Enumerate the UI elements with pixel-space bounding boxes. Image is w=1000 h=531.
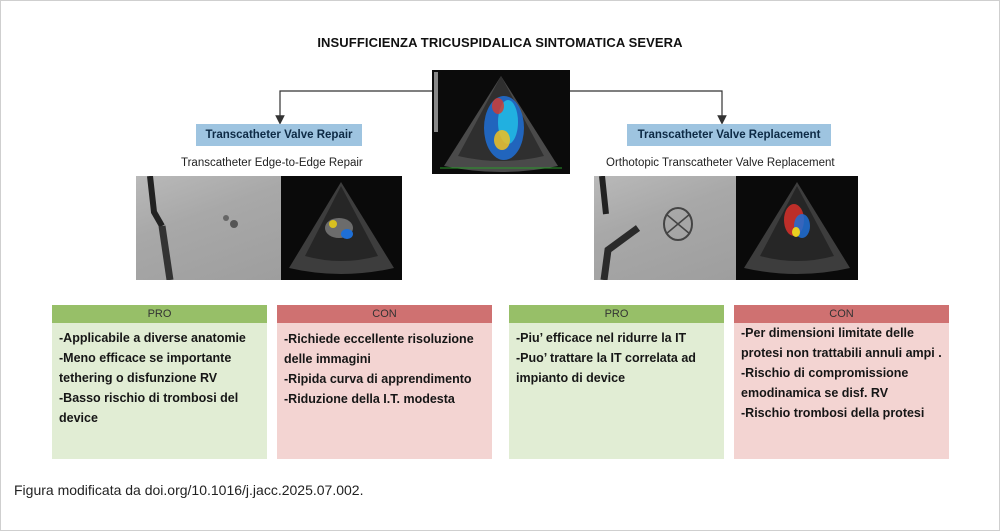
con-item: -Rischio trombosi della protesi: [741, 406, 925, 420]
con-item: -Rischio di compromissione emodinamica se disf. RV: [741, 366, 909, 400]
arrow-right: [570, 91, 722, 120]
con-item: -Ripida curva di apprendimento: [284, 372, 472, 386]
con-header-repair: CON: [277, 305, 492, 323]
con-list-replacement: [734, 323, 949, 459]
con-header-replacement: CON: [734, 305, 949, 323]
figure-caption: Figura modificata da doi.org/10.1016/j.jacc.2025.07.002.: [14, 482, 364, 498]
subtitle-orthotopic: Orthotopic Transcatheter Valve Replacement: [606, 157, 835, 169]
pro-item: -Basso rischio di trombosi del device: [59, 391, 239, 425]
echo-image-replacement: [736, 176, 858, 280]
con-item: -Per dimensioni limitate delle protesi non trattabili annuli ampi .: [741, 326, 942, 360]
pro-header-repair: PRO: [52, 305, 267, 323]
pro-list-replacement: [509, 323, 724, 459]
pro-item: -Applicabile a diverse anatomie: [59, 331, 246, 345]
subtitle-edge-to-edge: Transcatheter Edge-to-Edge Repair: [181, 157, 363, 169]
pro-list-repair: [52, 323, 267, 459]
arrow-left: [280, 91, 432, 120]
con-list-repair: [277, 323, 492, 459]
echo-image-repair: [281, 176, 402, 280]
pro-item: -Puo’ trattare la IT correlata ad impianto di device: [516, 351, 696, 385]
tag-valve-replacement: Transcatheter Valve Replacement: [627, 124, 831, 146]
con-item: -Richiede eccellente risoluzione delle immagini: [284, 332, 474, 366]
central-echo-image: [432, 70, 570, 174]
pro-header-replacement: PRO: [509, 305, 724, 323]
con-item: -Riduzione della I.T. modesta: [284, 392, 455, 406]
diagram-title: INSUFFICIENZA TRICUSPIDALICA SINTOMATICA SEVERA: [317, 35, 683, 50]
tag-valve-repair: Transcatheter Valve Repair: [196, 124, 362, 146]
fluoroscopy-image-replacement: [594, 176, 736, 280]
fluoroscopy-image-repair: [136, 176, 281, 280]
pro-item: -Meno efficace se importante tethering o disfunzione RV: [59, 351, 232, 385]
pro-item: -Piu’ efficace nel ridurre la IT: [516, 331, 687, 345]
